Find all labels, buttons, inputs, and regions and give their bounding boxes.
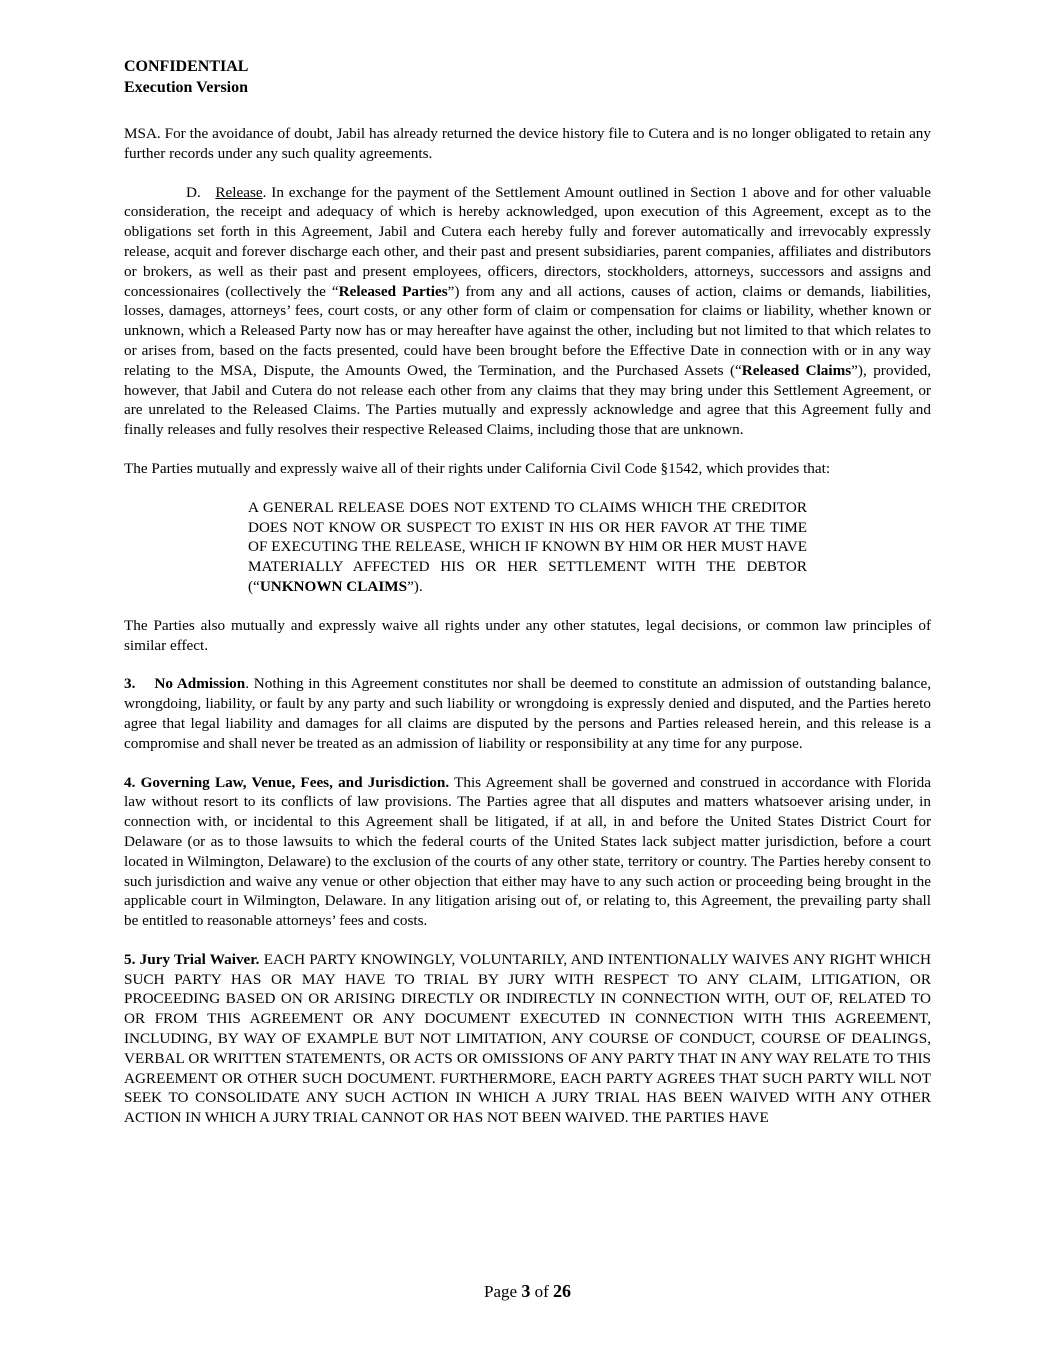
section-4-governing-law bbox=[124, 773, 931, 931]
civil-code-quote bbox=[248, 498, 807, 597]
section-3-title: No Admission bbox=[154, 675, 246, 693]
section-3-text: . Nothing in this Agreement constitutes nor shall be deemed to constitute an admission of outstanding balance, wrongdoing, liability, or fault by any party and such liability or wrongdoing is expressly denied and disputed, and the Parties hereto agree that legal liability and damages for all claims are disputed by the persons and Parties released herein, and this release is a compromise and shall never be treated as an admission of liability or responsibility at any time for any purpose. bbox=[124, 675, 932, 752]
released-claims-term: Released Claims bbox=[741, 361, 852, 379]
footer-of-label: of bbox=[530, 1282, 553, 1301]
unknown-claims-term: UNKNOWN CLAIMS bbox=[259, 577, 408, 595]
section-5-jury-trial-waiver bbox=[124, 950, 931, 1128]
release-text-2: ”) from any and all actions, causes of action, claims or demands, liabilities, losses, damages, attorneys’ fees, court costs, or any other form of claim or compensation for claims or liability, whether known or unknown, which a Released Party now has or may hereafter have against the other, including but not limited to that which relates to or arises from, based on the facts presented, could have been brought before the Effective Date in connection with or in any way relating to the MSA, Dispute, the Amounts Owed, the Termination, and the Purchased Assets (“ bbox=[124, 282, 931, 379]
header-confidential: CONFIDENTIAL bbox=[124, 58, 249, 75]
footer-current-page: 3 bbox=[521, 1281, 531, 1301]
quote-end: ”). bbox=[407, 577, 423, 595]
page-number-footer bbox=[0, 1281, 1055, 1302]
document-page bbox=[124, 56, 931, 1128]
section-5-title: 5. Jury Trial Waiver. bbox=[124, 950, 260, 968]
section-3-number: 3. bbox=[124, 675, 136, 693]
section-4-text: This Agreement shall be governed and construed in accordance with Florida law without resort to its conflicts of law provisions. The Parties agree that all disputes and matters whatsoever arising under, in connection with, or incidental to this Agreement shall be litigated, if at all, in and before the United States District Court for Delaware (or as to those lawsuits to which the federal courts of the United States lack subject matter jurisdiction, before a court located in Wilmington, Delaware) to the exclusion of the courts of any other state, territory or country. The Parties hereby consent to such jurisdiction and waive any venue or other objection that either may have to any such action or proceeding being brought in the applicable court in Wilmington, Delaware. In any litigation arising out of, or relating to, this Agreement, the prevailing party shall be entitled to reasonable attorneys’ fees and costs. bbox=[124, 773, 931, 930]
waiver-intro: The Parties mutually and expressly waive all of their rights under California Civil Code §1542, which provides that: bbox=[124, 459, 831, 477]
footer-page-label: Page bbox=[484, 1282, 522, 1301]
section-5-text: EACH PARTY KNOWINGLY, VOLUNTARILY, AND INTENTIONALLY WAIVES ANY RIGHT WHICH SUCH PARTY HAS OR MAY HAVE TO TRIAL BY JURY WITH RESPECT TO ANY CLAIM, LITIGATION, OR PROCEEDING BASED ON OR ARISING DIRECTLY OR INDIRECTLY IN CONNECTION WITH, OUT OF, RELATED TO OR FROM THIS AGREEMENT OR ANY DOCUMENT EXECUTED IN CONNECTION WITH THIS AGREEMENT, INCLUDING, BY WAY OF EXAMPLE BUT NOT LIMITATION, ANY COURSE OF CONDUCT, COURSE OF DEALINGS, VERBAL OR WRITTEN STATEMENTS, OR ACTS OR OMISSIONS OF ANY PARTY THAT IN ANY WAY RELATE TO THIS AGREEMENT OR OTHER SUCH DOCUMENT. FURTHERMORE, EACH PARTY AGREES THAT SUCH PARTY WILL NOT SEEK TO CONSOLIDATE ANY SUCH ACTION IN WHICH A JURY TRIAL HAS BEEN WAIVED WITH ANY OTHER ACTION IN WHICH A JURY TRIAL CANNOT OR HAS NOT BEEN WAIVED. THE PARTIES HAVE bbox=[124, 950, 931, 1127]
release-text-3: ”), provided, however, that Jabil and Cutera do not release each other from any claims that they may bring under this Settlement Agreement, or are unrelated to the Released Claims. The Parties mutually and expressly acknowledge and agree that this Agreement fully and finally releases and fully resolves their respective Released Claims, including those that are unknown. bbox=[124, 361, 931, 439]
waiver-other-paragraph: The Parties also mutually and expressly waive all rights under any other statutes, legal decisions, or common law principles of similar effect. bbox=[124, 616, 931, 654]
release-text-1: . In exchange for the payment of the Settlement Amount outlined in Section 1 above and for other valuable consideration, the receipt and adequacy of which is hereby acknowledged, upon execution of this Agreement, except as to the obligations set forth in this Agreement, Jabil and Cutera each hereby fully and forever automatically and irrevocably expressly release, acquit and forever discharge each other, and their past and present subsidiaries, parent companies, affiliates and distributors or brokers, as well as their past and present employees, officers, directors, stockholders, attorneys, successors and assigns and concessionaires (collectively the “ bbox=[124, 183, 931, 300]
footer-total-pages: 26 bbox=[552, 1281, 571, 1301]
header-execution-version: Execution Version bbox=[124, 79, 249, 96]
section-4-title: 4. Governing Law, Venue, Fees, and Jurisdiction. bbox=[124, 773, 450, 791]
release-heading: Release bbox=[215, 183, 263, 201]
section-3-no-admission bbox=[124, 674, 931, 753]
release-paragraph bbox=[124, 183, 931, 440]
release-prefix: D. bbox=[186, 183, 201, 201]
intro-paragraph: MSA. For the avoidance of doubt, Jabil has already returned the device history file to Cutera and is no longer obligated to retain any further records under any such quality agreements. bbox=[124, 125, 931, 162]
quote-text: A GENERAL RELEASE DOES NOT EXTEND TO CLAIMS WHICH THE CREDITOR DOES NOT KNOW OR SUSPECT TO EXIST IN HIS OR HER FAVOR AT THE TIME OF EXECUTING THE RELEASE, WHICH IF KNOWN BY HIM OR HER MUST HAVE MATERIALLY AFFECTED HIS OR HER SETTLEMENT WITH THE DEBTOR (“ bbox=[248, 498, 807, 595]
released-parties-term: Released Parties bbox=[338, 282, 448, 300]
